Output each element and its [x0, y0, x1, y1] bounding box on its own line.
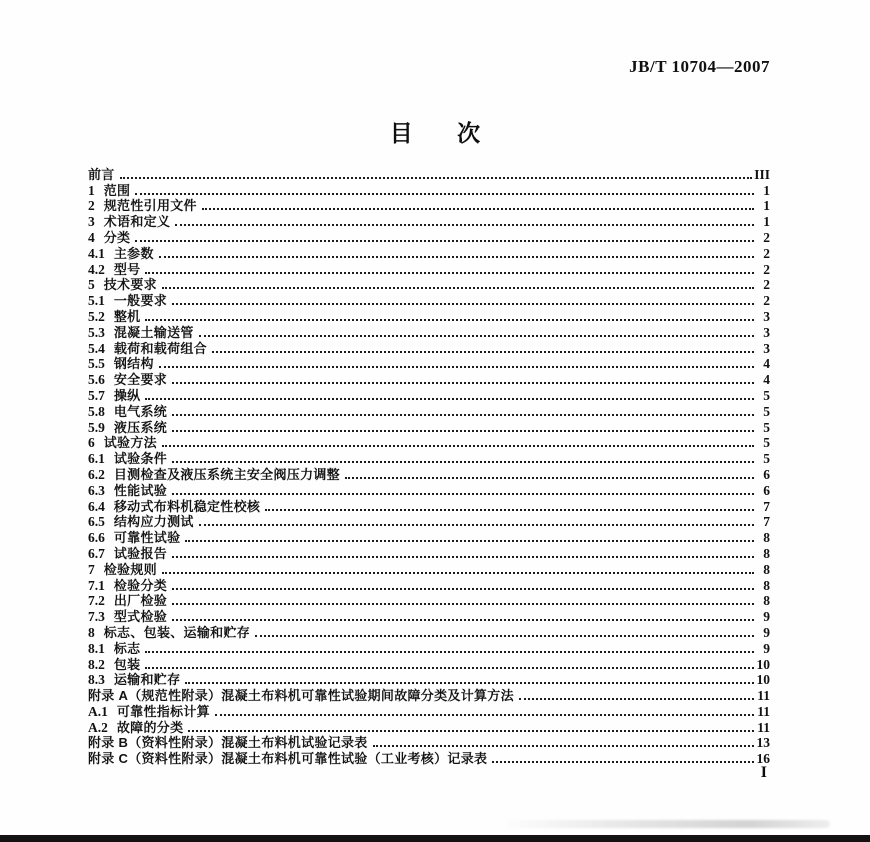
toc-dot-leader [145, 667, 754, 669]
toc-entry-number: 6.7 [88, 545, 105, 561]
toc-entry [88, 498, 770, 514]
toc-entry [88, 672, 770, 688]
toc-entry-page: 9 [763, 640, 770, 656]
toc-entry-page: 5 [763, 387, 770, 403]
toc-entry [88, 371, 770, 387]
toc-entry-page: 13 [756, 735, 770, 751]
toc-entry-label: 混凝土输送管 [113, 324, 194, 340]
toc-entry-page: 3 [763, 340, 770, 356]
toc-entry-number: 5.2 [88, 308, 105, 324]
toc-entry [88, 198, 770, 214]
toc-entry-number: 2 [88, 198, 95, 214]
toc-dot-leader [145, 272, 754, 274]
toc-entry-page: 3 [763, 308, 770, 324]
toc-dot-leader [135, 240, 754, 242]
toc-entry-page: 1 [763, 198, 770, 214]
toc-entry-page: 4 [763, 356, 770, 372]
toc-entry-page: 10 [756, 672, 770, 688]
toc-entry [88, 577, 770, 593]
toc-entry-page: 6 [763, 466, 770, 482]
toc-entry-number: 7.3 [88, 609, 105, 625]
toc-entry-page: 5 [763, 435, 770, 451]
toc-dot-leader [373, 745, 754, 747]
toc-entry-number: 6.6 [88, 530, 105, 546]
toc-entry-label: 试验报告 [113, 545, 168, 561]
toc-entry-label: 技术要求 [103, 277, 157, 293]
toc-entry-label: 载荷和载荷组合 [113, 340, 207, 356]
toc-entry [88, 466, 770, 482]
toc-entry-label: 前言 [88, 166, 115, 182]
toc-entry-label: 附录 A（规范性附录）混凝土布料机可靠性试验期间故障分类及计算方法 [88, 688, 514, 704]
toc-entry-label: 范围 [103, 182, 131, 198]
toc-entry-label: 一般要求 [113, 293, 168, 309]
toc-entry-page: 11 [757, 719, 770, 735]
toc-entry [88, 593, 770, 609]
toc-entry-page: 1 [763, 214, 770, 230]
toc-dot-leader [135, 193, 754, 195]
toc-dot-leader [345, 477, 754, 479]
toc-entry-label: 操纵 [113, 387, 141, 403]
toc-entry-page: 10 [756, 656, 770, 672]
toc-dot-leader [172, 430, 754, 432]
toc-entry-label: 术语和定义 [103, 214, 171, 230]
toc-entry-number: A.2 [88, 719, 108, 735]
toc-entry [88, 561, 770, 577]
toc-entry [88, 356, 770, 372]
toc-entry-number: 6.1 [88, 451, 105, 467]
toc-entry-label: 出厂检验 [113, 593, 168, 609]
toc-entry-label: 整机 [113, 308, 141, 324]
toc-dot-leader [212, 351, 754, 353]
toc-dot-leader [172, 303, 754, 305]
toc-entry [88, 292, 770, 308]
toc-dot-leader [202, 208, 754, 210]
toc-entry-number: 5.6 [88, 372, 105, 388]
toc-dot-leader [492, 761, 754, 763]
toc-entry-page: 11 [757, 703, 770, 719]
toc-entry-number: 6.3 [88, 482, 105, 498]
toc-entry-label: 故障的分类 [116, 719, 184, 735]
toc-entry-page: 5 [763, 403, 770, 419]
toc-dot-leader [255, 635, 754, 637]
toc-entry [88, 656, 770, 672]
toc-entry-number: A.1 [88, 703, 108, 719]
toc-entry [88, 624, 770, 640]
toc-entry-number: 5.7 [88, 387, 105, 403]
toc-entry [88, 419, 770, 435]
toc-dot-leader [185, 540, 754, 542]
toc-entry-label: 电气系统 [113, 403, 168, 419]
toc-entry-label: 型号 [113, 261, 141, 277]
toc-entry [88, 387, 770, 403]
toc-entry-label: 可靠性试验 [113, 530, 181, 546]
toc-dot-leader [172, 414, 754, 416]
toc-entry-number: 6.5 [88, 514, 105, 530]
toc-dot-leader [172, 493, 754, 495]
toc-entry-label: 安全要求 [113, 372, 168, 388]
toc-entry-label: 包装 [113, 656, 141, 672]
toc-dot-leader [172, 382, 754, 384]
toc-entry-number: 8 [88, 624, 95, 640]
toc-entry-page: III [754, 166, 770, 182]
page-title: 目 次 [389, 120, 481, 146]
toc-entry [88, 735, 770, 751]
toc-dot-leader [120, 177, 753, 179]
toc-dot-leader [172, 603, 754, 605]
toc-entry-number: 5.4 [88, 340, 105, 356]
toc-entry-label: 型式检验 [113, 609, 168, 625]
toc-dot-leader [145, 398, 754, 400]
toc-entry [88, 482, 770, 498]
toc-entry [88, 324, 770, 340]
toc-dot-leader [172, 461, 754, 463]
toc-entry-label: 试验方法 [103, 435, 157, 451]
toc-entry-page: 8 [763, 545, 770, 561]
toc-entry-page: 2 [763, 229, 770, 245]
toc-entry-number: 6.2 [88, 466, 105, 482]
toc-dot-leader [199, 335, 754, 337]
toc-entry [88, 403, 770, 419]
toc-dot-leader [199, 524, 754, 526]
toc-entry [88, 545, 770, 561]
toc-entry-page: 2 [763, 277, 770, 293]
toc-dot-leader [172, 556, 754, 558]
table-of-contents [88, 166, 770, 766]
toc-entry-label: 运输和贮存 [113, 672, 181, 688]
toc-dot-leader [162, 572, 754, 574]
toc-entry-page: 1 [763, 182, 770, 198]
toc-entry-label: 检验分类 [113, 577, 168, 593]
toc-entry-label: 液压系统 [113, 419, 168, 435]
toc-entry-label: 检验规则 [103, 561, 157, 577]
toc-dot-leader [175, 224, 754, 226]
toc-dot-leader [162, 445, 754, 447]
toc-entry-label: 附录 C（资料性附录）混凝土布料机可靠性试验（工业考核）记录表 [88, 751, 488, 767]
toc-dot-leader [145, 319, 754, 321]
toc-entry [88, 182, 770, 198]
toc-entry-number: 6.4 [88, 498, 105, 514]
toc-entry [88, 687, 770, 703]
toc-entry-label: 主参数 [113, 245, 154, 261]
page-number: I [760, 764, 767, 781]
toc-entry-label: 规范性引用文件 [103, 198, 197, 214]
toc-entry-number: 4.1 [88, 245, 105, 261]
toc-entry [88, 529, 770, 545]
toc-entry-page: 8 [763, 561, 770, 577]
scan-artifact-smudge [500, 820, 830, 828]
toc-entry [88, 450, 770, 466]
toc-entry-page: 11 [757, 688, 770, 704]
toc-entry-label: 结构应力测试 [113, 514, 194, 530]
toc-entry-number: 5.9 [88, 419, 105, 435]
toc-entry-label: 标志 [113, 640, 141, 656]
toc-entry-number: 8.2 [88, 656, 105, 672]
toc-entry-page: 3 [763, 324, 770, 340]
toc-entry-page: 6 [763, 482, 770, 498]
toc-entry-number: 4.2 [88, 261, 105, 277]
toc-entry-page: 9 [763, 609, 770, 625]
toc-entry-number: 5.1 [88, 293, 105, 309]
toc-entry-page: 8 [763, 577, 770, 593]
toc-entry-number: 4 [88, 229, 95, 245]
toc-dot-leader [145, 651, 754, 653]
toc-entry-label: 移动式布料机稳定性校核 [113, 498, 261, 514]
toc-dot-leader [265, 509, 754, 511]
toc-entry-page: 8 [763, 593, 770, 609]
toc-entry [88, 719, 770, 735]
toc-entry-page: 5 [763, 451, 770, 467]
toc-entry [88, 166, 770, 182]
toc-entry-page: 9 [763, 624, 770, 640]
toc-entry-label: 钢结构 [113, 356, 154, 372]
toc-dot-leader [172, 619, 754, 621]
standard-code: JB/T 10704—2007 [629, 57, 770, 76]
toc-dot-leader [162, 287, 754, 289]
toc-entry [88, 277, 770, 293]
toc-dot-leader [188, 730, 754, 732]
toc-entry-label: 附录 B（资料性附录）混凝土布料机试验记录表 [88, 735, 368, 751]
toc-entry [88, 514, 770, 530]
toc-entry-page: 2 [763, 261, 770, 277]
toc-entry-label: 试验条件 [113, 451, 168, 467]
toc-entry [88, 640, 770, 656]
toc-entry-label: 可靠性指标计算 [116, 703, 210, 719]
toc-entry-page: 8 [763, 530, 770, 546]
toc-entry-number: 5.8 [88, 403, 105, 419]
toc-entry [88, 308, 770, 324]
toc-dot-leader [172, 588, 754, 590]
toc-entry [88, 703, 770, 719]
toc-entry-page: 7 [763, 498, 770, 514]
toc-entry-page: 16 [756, 751, 770, 767]
toc-dot-leader [159, 366, 754, 368]
toc-entry-page: 2 [763, 293, 770, 309]
toc-entry [88, 261, 770, 277]
toc-dot-leader [159, 256, 754, 258]
toc-entry-page: 5 [763, 419, 770, 435]
toc-entry-label: 分类 [103, 229, 131, 245]
toc-entry-page: 7 [763, 514, 770, 530]
toc-entry-page: 2 [763, 245, 770, 261]
toc-entry-number: 5 [88, 277, 95, 293]
toc-entry-label: 目测检查及液压系统主安全阀压力调整 [113, 466, 340, 482]
toc-entry [88, 229, 770, 245]
toc-entry-page: 4 [763, 372, 770, 388]
toc-dot-leader [519, 698, 754, 700]
toc-entry-number: 8.1 [88, 640, 105, 656]
toc-entry-label: 性能试验 [113, 482, 168, 498]
toc-entry-number: 3 [88, 214, 95, 230]
toc-dot-leader [215, 714, 754, 716]
toc-entry-number: 6 [88, 435, 95, 451]
toc-dot-leader [185, 682, 754, 684]
toc-entry-number: 5.5 [88, 356, 105, 372]
toc-entry-number: 7.1 [88, 577, 105, 593]
toc-entry-number: 5.3 [88, 324, 105, 340]
toc-entry [88, 213, 770, 229]
toc-entry [88, 340, 770, 356]
toc-entry-number: 7.2 [88, 593, 105, 609]
toc-entry [88, 245, 770, 261]
toc-entry-number: 1 [88, 182, 95, 198]
toc-entry [88, 435, 770, 451]
toc-entry-label: 标志、包装、运输和贮存 [103, 624, 251, 640]
toc-entry-number: 8.3 [88, 672, 105, 688]
toc-entry-number: 7 [88, 561, 95, 577]
scan-edge-bar [0, 835, 870, 842]
toc-entry [88, 608, 770, 624]
